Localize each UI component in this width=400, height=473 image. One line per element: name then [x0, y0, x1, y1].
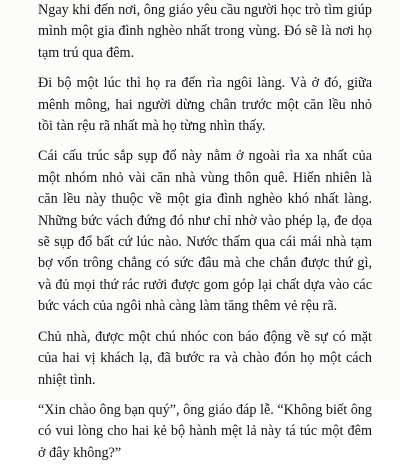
body-text [38, 0, 372, 473]
paragraph-2: Đi bộ một lúc thì họ ra đến rìa ngôi làng. Và ở đó, giữa mênh mông, hai người dừng chân trước một căn lều nhỏ tồi tàn rệu rã nhất mà họ từng nhìn thấy. [38, 75, 372, 135]
paragraph-1: Ngay khi đến nơi, ông giáo yêu cầu người học trò tìm giúp mình một gia đình nghèo nhất trong vùng. Đó sẽ là nơi họ tạm trú qua đêm. [38, 2, 372, 61]
paragraph-4: Chủ nhà, được một chú nhóc con báo động về sự có mặt của hai vị khách lạ, đã bước ra và chào đón họ một cách nhiệt tình. [38, 328, 372, 388]
paragraph-3: Cái cấu trúc sắp sụp đổ này nằm ở ngoài rìa xa nhất của một nhóm nhỏ vài căn nhà vùng thôn quê. Hiển nhiên là căn lều này thuộc về một gia đình nghèo khó nhất làng. Những bức vách đứng đó như chỉ nhờ vào phép lạ, đe dọa sẽ sụp đổ bất cứ lúc nào. Nước thấm qua cái mái nhà tạm bợ vốn trông chẳng có sức đâu mà che chắn được thứ gì, và đủ mọi thứ rác rưởi được gom góp lại chất dựa vào các bức vách của ngôi nhà càng làm tăng thêm vẻ rệu rã. [38, 148, 372, 315]
paragraph-5: “Xin chào ông bạn quý”, ông giáo đáp lễ. “Không biết ông có vui lòng cho hai kẻ bộ hành mệt lả này tá túc một đêm ở đây không?” [38, 401, 372, 461]
